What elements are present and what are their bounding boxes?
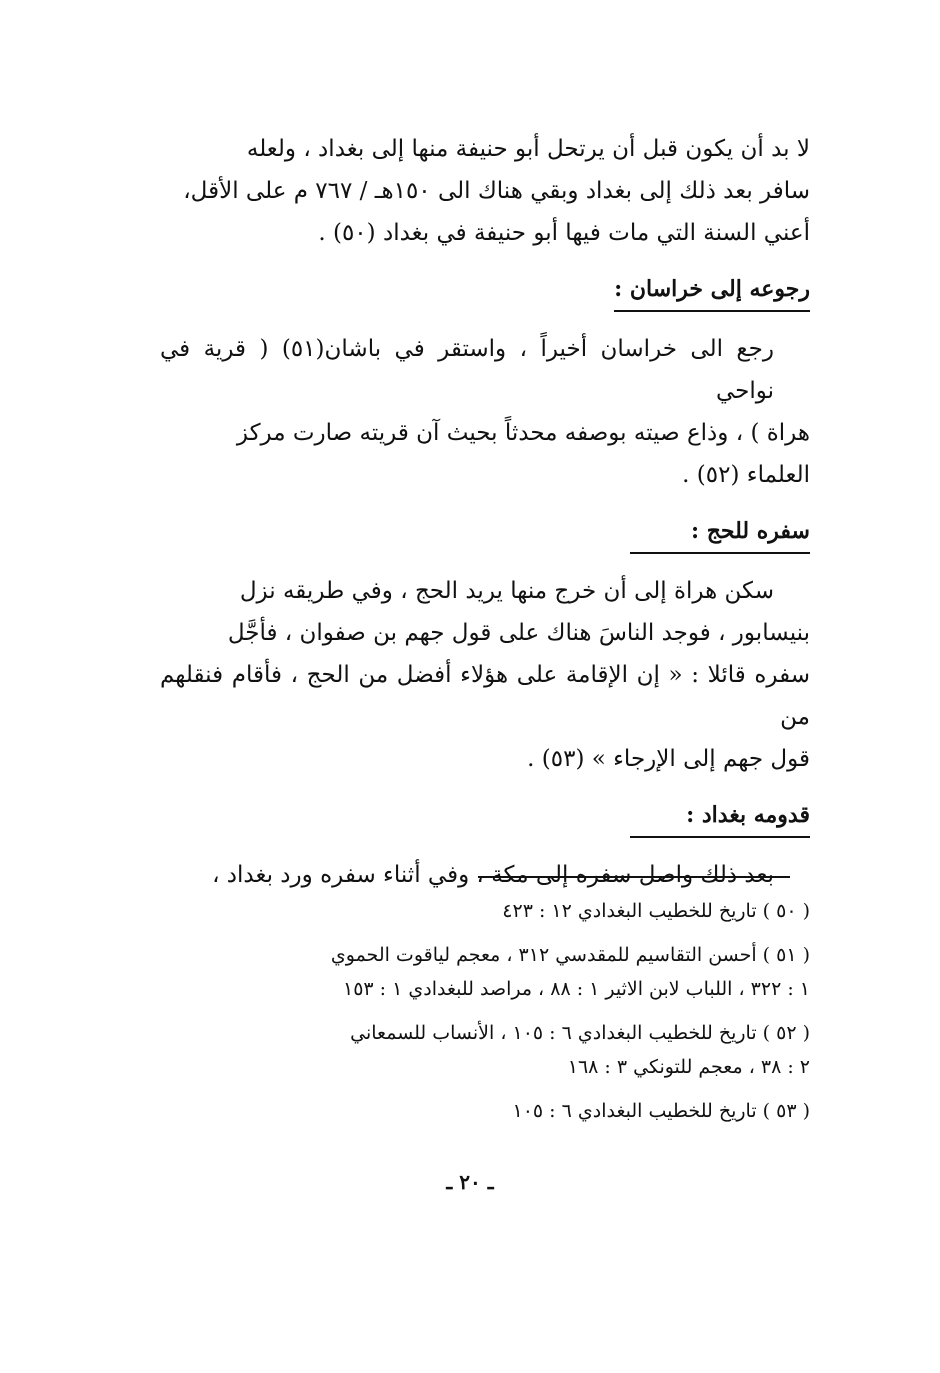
footnote-53 xyxy=(160,1094,810,1128)
footnote-50-text: ( ٥٠ ) تاريخ للخطيب البغدادي ١٢ : ٤٢٣ xyxy=(502,900,810,922)
section-heading-hajj-journey: سفره للحج : xyxy=(630,518,810,554)
section-heading-wrapper xyxy=(160,276,810,312)
footnote-52-line-1: ( ٥٢ ) تاريخ للخطيب البغدادي ٦ : ١٠٥ ، الأنساب للسمعاني xyxy=(350,1022,810,1044)
footnote-52 xyxy=(160,1016,810,1084)
intro-line-2: سافر بعد ذلك إلى بغداد وبقي هناك الى ١٥٠هـ / ٧٦٧ م على الأقل، xyxy=(183,178,810,204)
section-heading-arrival-baghdad: قدومه بغداد : xyxy=(630,802,810,838)
arrival-line-1: بعد ذلك واصل سفره إلى مكة ، وفي أثناء سفره ورد بغداد ، xyxy=(212,862,774,888)
footnote-52-line-2: ٢ : ٣٨ ، معجم للتونكي ٣ : ١٦٨ xyxy=(567,1056,810,1078)
hajj-line-1: سكن هراة إلى أن خرج منها يريد الحج ، وفي طريقه نزل xyxy=(239,578,774,604)
return-line-2: هراة ) ، وذاع صيته بوصفه محدثاً بحيث آن قريته صارت مركز xyxy=(236,420,810,446)
footnote-50 xyxy=(160,894,810,928)
return-khorasan-paragraph xyxy=(160,328,810,496)
footnotes xyxy=(160,894,810,1138)
intro-paragraph xyxy=(160,128,810,254)
return-line-3: العلماء (٥٢) . xyxy=(682,462,810,488)
page-number: ـ ٢٠ ـ xyxy=(446,1170,494,1194)
section-heading-wrapper xyxy=(160,518,810,554)
section-heading-wrapper xyxy=(160,802,810,838)
footnote-51-line-1: ( ٥١ ) أحسن التقاسيم للمقدسي ٣١٢ ، معجم لياقوت الحموي xyxy=(330,944,810,966)
section-heading-return-khorasan: رجوعه إلى خراسان : xyxy=(614,276,810,312)
intro-line-3: أعني السنة التي مات فيها أبو حنيفة في بغداد (٥٠) . xyxy=(318,220,810,246)
page-body xyxy=(160,128,810,896)
arrival-baghdad-paragraph xyxy=(160,854,810,896)
hajj-line-3: سفره قائلا : « إن الإقامة على هؤلاء أفضل من الحج ، فأقام فنقلهم من xyxy=(160,662,810,730)
intro-line-1: لا بد أن يكون قبل أن يرتحل أبو حنيفة منها إلى بغداد ، ولعله xyxy=(246,136,810,162)
footnote-51-line-2: ١ : ٣٢٢ ، اللباب لابن الاثير ١ : ٨٨ ، مراصد للبغدادي ١ : ١٥٣ xyxy=(343,978,810,1000)
hajj-journey-paragraph xyxy=(160,570,810,780)
footnote-53-text: ( ٥٣ ) تاريخ للخطيب البغدادي ٦ : ١٠٥ xyxy=(512,1100,810,1122)
hajj-line-2: بنيسابور ، فوجد الناسَ هناك على قول جهم بن صفوان ، فأجَّل xyxy=(227,620,810,646)
hajj-line-4: قول جهم إلى الإرجاء » (٥٣) . xyxy=(527,746,810,772)
footnote-separator xyxy=(478,876,790,878)
return-line-1: رجع الى خراسان أخيراً ، واستقر في باشان(٥١) ( قرية في نواحي xyxy=(160,336,774,404)
footnote-51 xyxy=(160,938,810,1006)
